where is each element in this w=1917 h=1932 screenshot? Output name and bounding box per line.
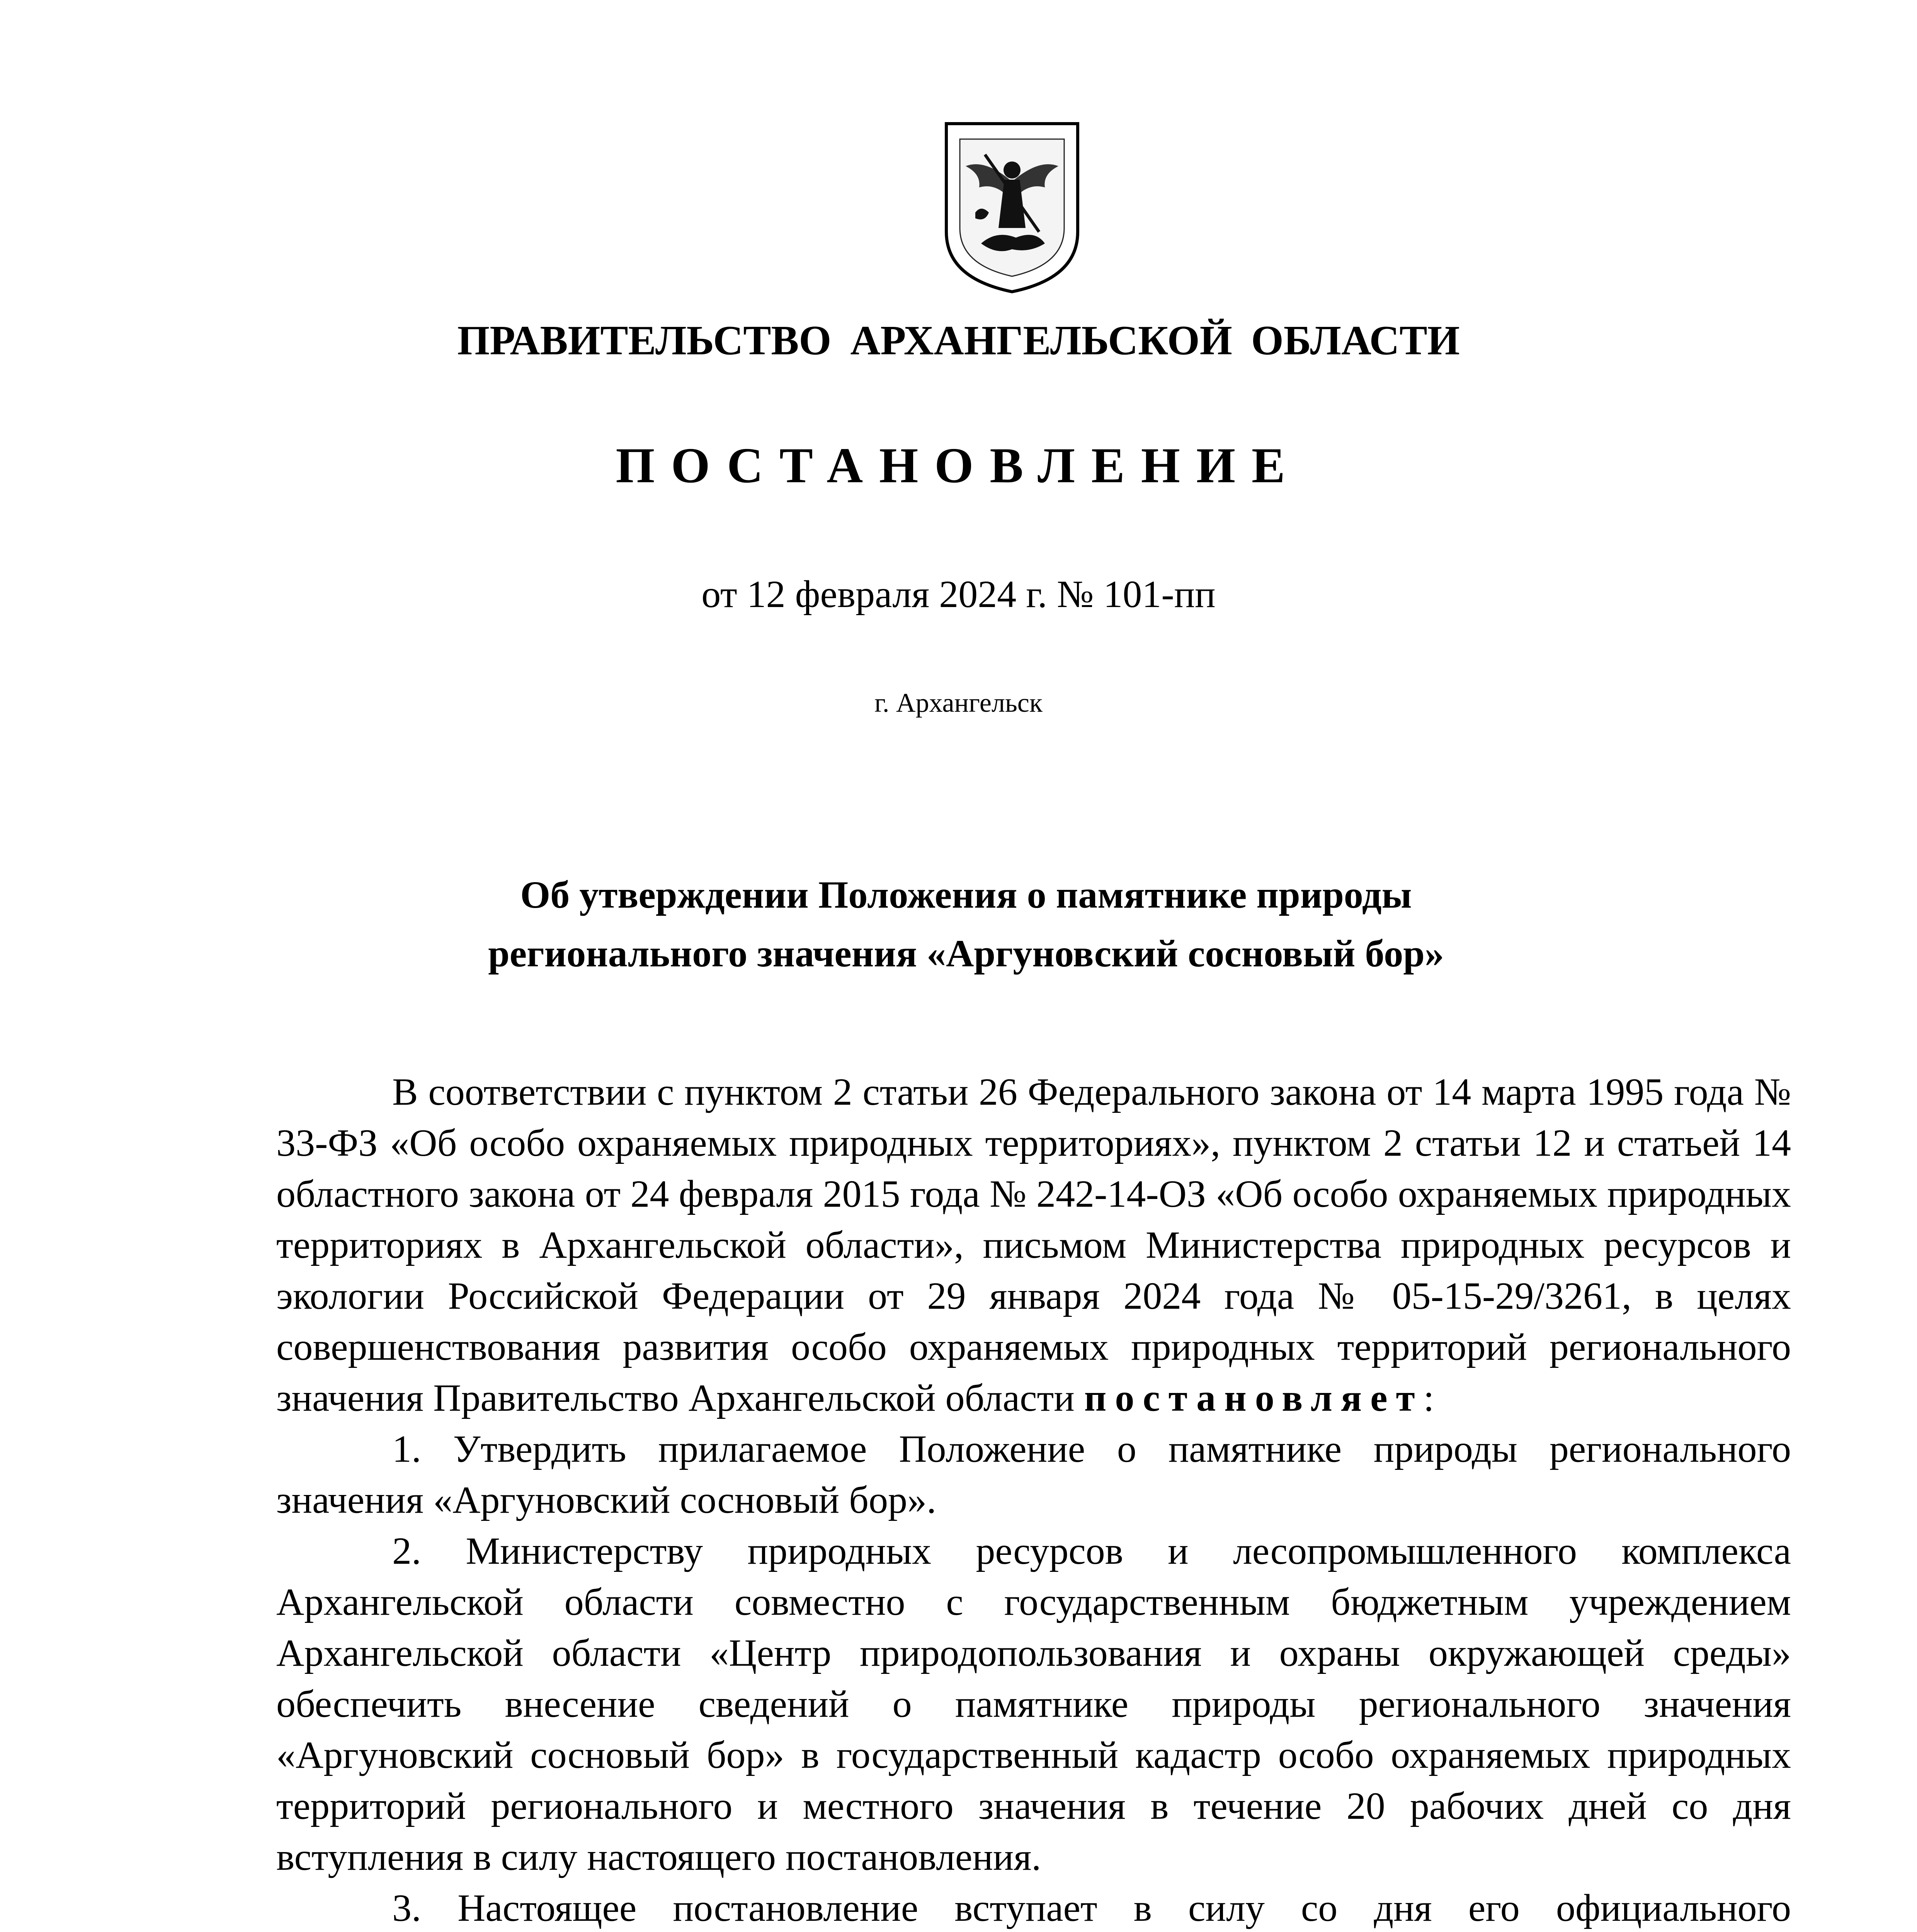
- document-subject: [270, 866, 1662, 983]
- preamble-text: В соответствии с пунктом 2 статьи 26 Федерального закона от 14 марта 1995 года № 33-ФЗ «Об особо охраняемых природных территориях», пунктом 2 статьи 12 и статьей 14 областного закона от 24 февраля 2015 года № 242-14-ОЗ «Об особо охраняемых природных территориях в Архангельской области», письмом Министерства природных ресурсов и экологии Российской Федерации от 29 января 2024 года № 05-15-29/3261, в целях совершенствования развития особо охраняемых природных территорий регионального значения Правительство Архангельской области: [276, 1070, 1791, 1419]
- item-1-paragraph: 1. Утвердить прилагаемое Положение о памятнике природы регионального значения «Аргуновский сосновый бор».: [276, 1427, 1791, 1521]
- document-date-number: от 12 февраля 2024 г. № 101-пп: [701, 573, 1216, 616]
- subject-line-1: Об утверждении Положения о памятнике природы: [520, 873, 1412, 916]
- preamble-paragraph: [276, 1066, 1791, 1423]
- organization-name: ПРАВИТЕЛЬСТВО АРХАНГЕЛЬСКОЙ ОБЛАСТИ: [457, 318, 1460, 364]
- subject-line-2: регионального значения «Аргуновский сосновый бор»: [488, 932, 1444, 975]
- resolves-suffix: :: [1423, 1376, 1434, 1419]
- document-body: [276, 1066, 1791, 1932]
- item-2-paragraph: 2. Министерству природных ресурсов и лесопромышленного комплекса Архангельской области совместно с государственным бюджетным учреждением Архангельской области «Центр природопользования и охраны окружающей среды» обеспечить внесение сведений о памятнике природы регионального значения «Аргуновский сосновый бор» в государственный кадастр особо охраняемых природных территорий регионального и местного значения в течение 20 рабочих дней со дня вступления в силу настоящего постановления.: [276, 1529, 1791, 1878]
- document-type-title: ПОСТАНОВЛЕНИЕ: [616, 438, 1301, 493]
- resolves-word: постановляет: [1084, 1376, 1424, 1419]
- coat-of-arms-icon: [939, 116, 1085, 298]
- item-3-paragraph: 3. Настоящее постановление вступает в силу со дня его официального: [392, 1886, 1791, 1929]
- document-city: г. Архангельск: [874, 688, 1043, 718]
